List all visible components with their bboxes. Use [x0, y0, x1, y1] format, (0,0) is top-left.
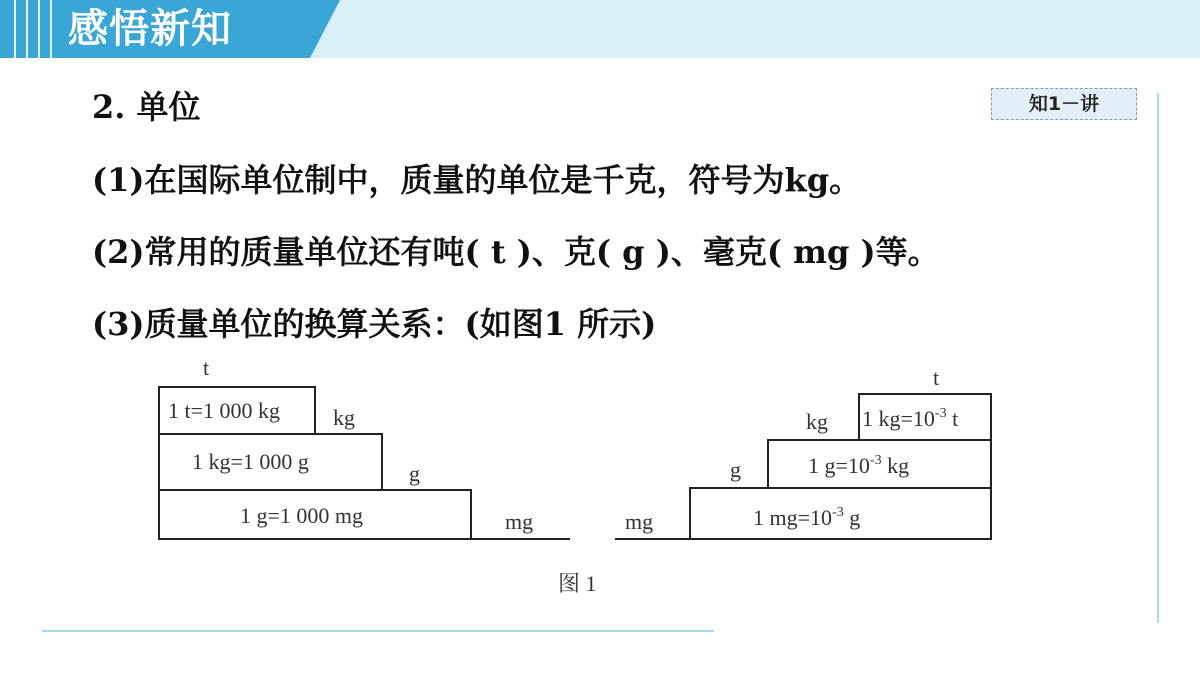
section-badge: 知1－讲	[991, 88, 1137, 120]
right-label-mg: 1 $mg=10^{-3}$ g	[753, 505, 861, 530]
text-line-2: (2)常用的质量单位还有吨( t )、克( g )、毫克( mg )等。	[92, 233, 940, 271]
left-unit-t: t	[203, 355, 210, 380]
left-unit-mg: mg	[505, 509, 534, 534]
header-stripe	[14, 0, 16, 58]
right-label-kg: 1 $kg=10^{-3}$ t	[862, 406, 959, 431]
figure-caption: 图 1	[558, 571, 597, 596]
right-unit-g: g	[730, 457, 741, 482]
right-unit-t: t	[933, 365, 940, 390]
text-line-3: (3)质量单位的换算关系：(如图1 所示)	[92, 305, 657, 343]
left-unit-kg: kg	[333, 405, 355, 430]
left-label-g: 1 g=1 000 mg	[240, 503, 364, 528]
left-unit-g: g	[409, 461, 420, 486]
right-border-line	[1157, 93, 1159, 623]
unit-conversion-figure	[150, 355, 1010, 605]
bottom-border-line	[42, 630, 714, 632]
header-stripe	[50, 0, 52, 58]
right-unit-mg: mg	[625, 509, 654, 534]
right-unit-kg: kg	[806, 409, 828, 434]
left-label-t: 1 t=1 000 kg	[168, 398, 281, 423]
header-stripe	[26, 0, 28, 58]
header-stripe	[38, 0, 40, 58]
left-label-kg: 1 kg=1 000 g	[192, 449, 309, 474]
text-line-1: (1)在国际单位制中，质量的单位是千克，符号为kg。	[92, 161, 862, 199]
header-title: 感悟新知	[68, 6, 232, 52]
conversion-diagram	[150, 355, 1010, 605]
right-label-g: 1 $g=10^{-3}$ kg	[808, 453, 910, 478]
section-heading: 2. 单位	[92, 88, 201, 126]
